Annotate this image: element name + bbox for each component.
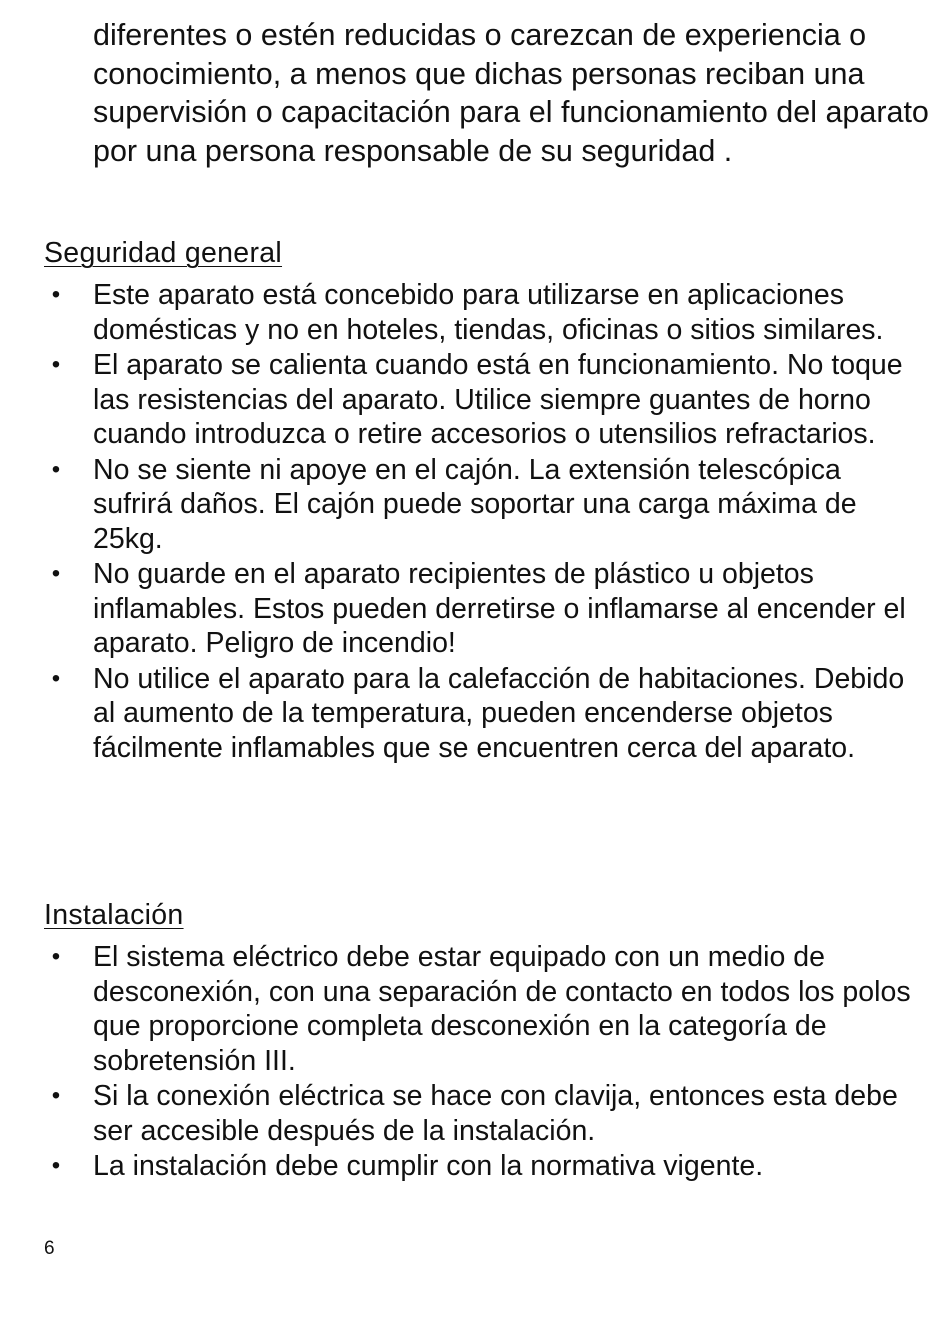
bullet-icon: • bbox=[51, 943, 61, 970]
list-item-text: El aparato se calienta cuando está en funcionamiento. No toque las resistencias del aparato. Utilice siempre guantes de horno cuando introduzca o retire accesorios o utensilios refractarios. bbox=[93, 349, 903, 450]
list-item bbox=[0, 453, 913, 557]
bullet-icon: • bbox=[51, 560, 61, 587]
bullet-icon: • bbox=[51, 281, 61, 308]
list-item-text: Si la conexión eléctrica se hace con clavija, entonces esta debe ser accesible después de la instalación. bbox=[93, 1080, 898, 1147]
page-number: 6 bbox=[44, 1238, 55, 1259]
bullet-icon: • bbox=[51, 1082, 61, 1109]
list-item bbox=[0, 1079, 913, 1148]
bullet-icon: • bbox=[51, 664, 61, 692]
list-item-text: Este aparato está concebido para utilizarse en aplicaciones domésticas y no en hoteles, tiendas, oficinas o sitios similares. bbox=[93, 279, 884, 346]
list-item bbox=[0, 557, 913, 661]
list-item bbox=[0, 348, 913, 452]
list-item-text: No guarde en el aparato recipientes de plástico u objetos inflamables. Estos pueden derretirse o inflamarse al encender el aparato. Peligro de incendio! bbox=[93, 558, 906, 659]
list-item bbox=[0, 1149, 913, 1184]
list-item-text: La instalación debe cumplir con la normativa vigente. bbox=[93, 1150, 764, 1182]
list-item-text: No utilice el aparato para la calefacción de habitaciones. Debido al aumento de la temperatura, pueden encenderse objetos fácilmente inflamables que se encuentren cerca del aparato. bbox=[93, 662, 905, 764]
section-heading-instalacion: Instalación bbox=[44, 899, 184, 931]
instalacion-list bbox=[0, 940, 950, 1185]
list-item bbox=[0, 940, 913, 1078]
bullet-icon: • bbox=[51, 351, 61, 378]
seguridad-general-list bbox=[0, 278, 950, 766]
list-item-text: El sistema eléctrico debe estar equipado con un medio de desconexión, con una separación de contacto en todos los polos que proporcione completa desconexión en la categoría de sobretensión III. bbox=[93, 941, 911, 1077]
bullet-icon: • bbox=[51, 1152, 61, 1179]
bullet-icon: • bbox=[51, 455, 61, 483]
intro-paragraph: diferentes o estén reducidas o carezcan de experiencia o conocimiento, a menos que dichas personas reciban una supervisión o capacitación para el funcionamiento del aparato por una persona responsable de su seguridad . bbox=[93, 18, 929, 168]
section-heading-seguridad-general: Seguridad general bbox=[44, 237, 283, 269]
list-item-text: No se siente ni apoye en el cajón. La extensión telescópica sufrirá daños. El cajón puede soportar una carga máxima de 25kg. bbox=[93, 453, 857, 555]
list-item bbox=[0, 662, 913, 766]
list-item bbox=[0, 278, 913, 347]
